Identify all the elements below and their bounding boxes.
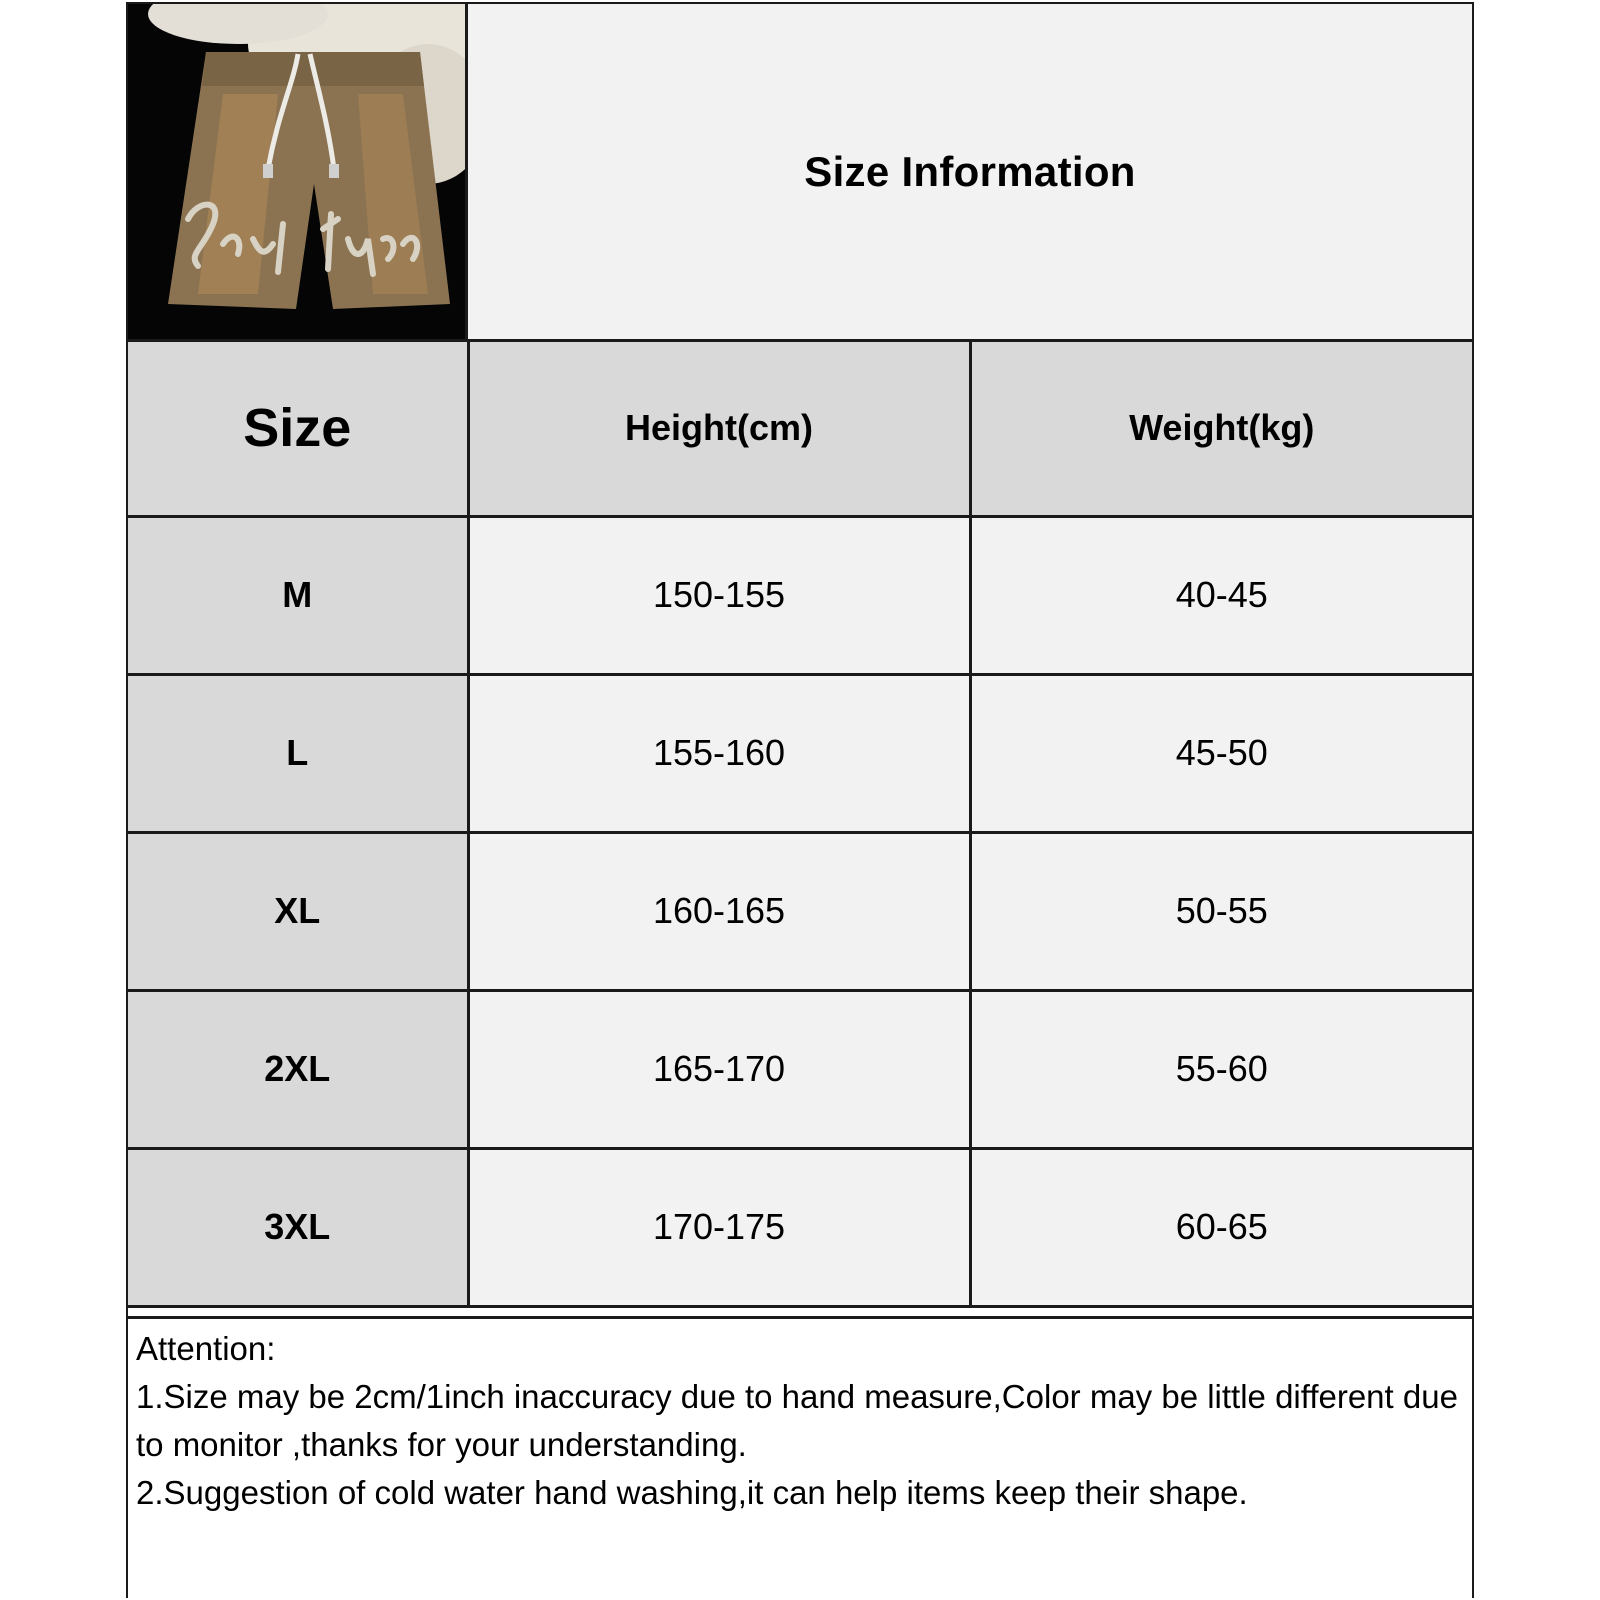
- product-photo: [128, 4, 468, 339]
- weight-cell: 55-60: [970, 990, 1472, 1148]
- column-header-size: Size: [128, 342, 468, 516]
- size-cell: L: [128, 674, 468, 832]
- table-row: [128, 516, 1472, 674]
- size-cell: M: [128, 516, 468, 674]
- height-cell: 150-155: [468, 516, 970, 674]
- table-row: [128, 1148, 1472, 1306]
- table-row: [128, 674, 1472, 832]
- page-title: Size Information: [804, 147, 1136, 195]
- column-header-height: Height(cm): [468, 342, 970, 516]
- height-cell: 170-175: [468, 1148, 970, 1306]
- notes-line-1: 1.Size may be 2cm/1inch inaccuracy due to hand measure,Color may be little different due to monitor ,thanks for your understanding.: [136, 1378, 1458, 1463]
- size-cell: 3XL: [128, 1148, 468, 1306]
- table-header-row: [128, 342, 1472, 516]
- weight-cell: 50-55: [970, 832, 1472, 990]
- size-cell: 2XL: [128, 990, 468, 1148]
- size-table: [128, 342, 1472, 1308]
- title-cell: [468, 4, 1472, 339]
- notes-heading: Attention:: [136, 1330, 276, 1367]
- column-header-weight: Weight(kg): [970, 342, 1472, 516]
- table-row: [128, 990, 1472, 1148]
- height-cell: 160-165: [468, 832, 970, 990]
- height-cell: 165-170: [468, 990, 970, 1148]
- height-cell: 155-160: [468, 674, 970, 832]
- shorts-product-photo-icon: [128, 4, 468, 339]
- table-row: [128, 832, 1472, 990]
- attention-notes: [128, 1316, 1472, 1598]
- size-chart-sheet: [126, 2, 1474, 1598]
- weight-cell: 60-65: [970, 1148, 1472, 1306]
- header-row: [128, 4, 1472, 342]
- weight-cell: 40-45: [970, 516, 1472, 674]
- weight-cell: 45-50: [970, 674, 1472, 832]
- size-cell: XL: [128, 832, 468, 990]
- notes-line-2: 2.Suggestion of cold water hand washing,it can help items keep their shape.: [136, 1474, 1248, 1511]
